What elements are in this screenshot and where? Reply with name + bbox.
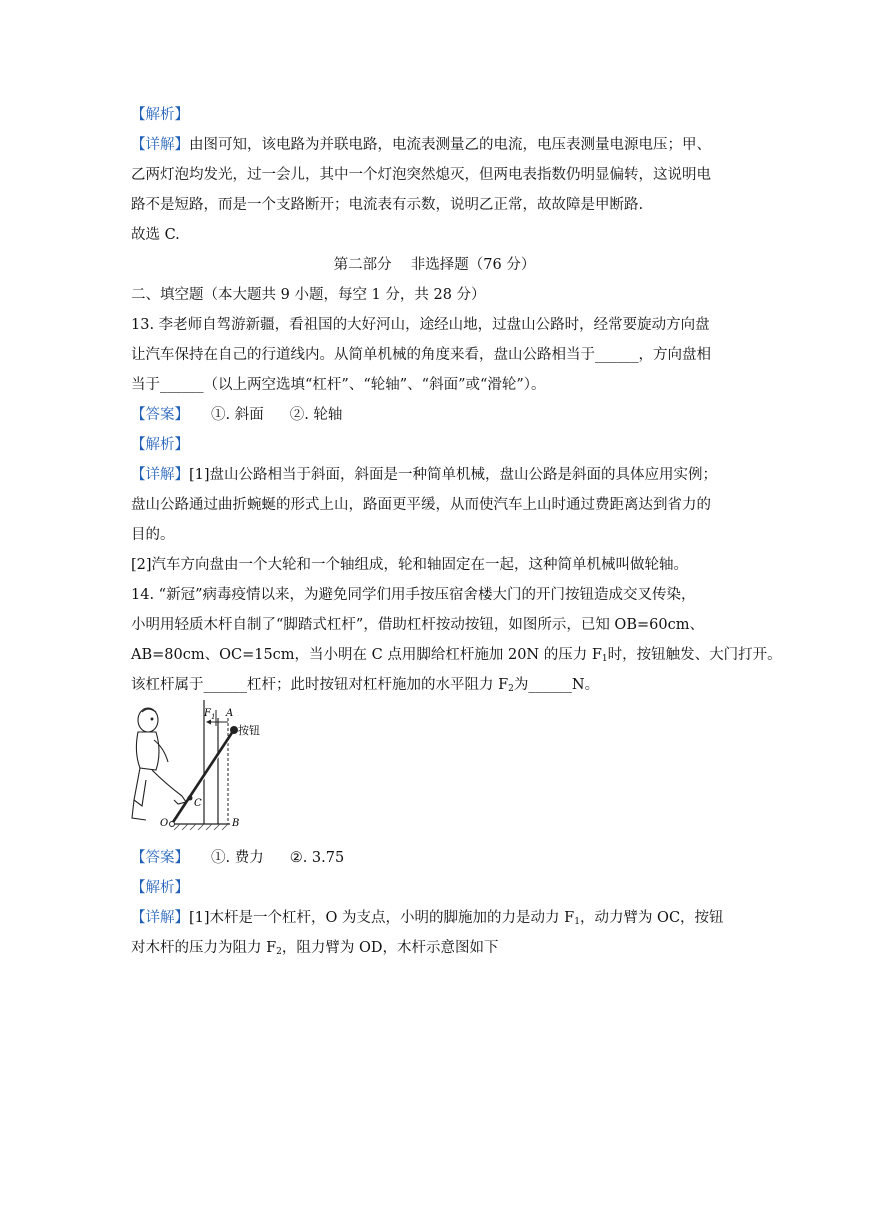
text-part: AB=80cm、OC=15cm，当小明在 C 点用脚给杠杆施加 20N 的压力 F (131, 647, 602, 663)
label-a: A (226, 708, 234, 719)
question-line: 13. 李老师自驾游新疆，看祖国的大好河山，途经山地，过盘山公路时，经常要旋动方向盘 (131, 317, 710, 333)
answer-2: ②. 轮轴 (289, 407, 343, 423)
text-part: 对木杆的压力为阻力 F (131, 940, 277, 956)
label-c: C (194, 798, 202, 809)
analysis-tag: 【解析】 (131, 880, 189, 896)
detail-tag: 【详解】 (131, 137, 189, 153)
detail-line: [2]汽车方向盘由一个大轮和一个轴组成，轮和轴固定在一起，这种简单机械叫做轮轴。 (131, 557, 689, 573)
answer-tag: 【答案】 (131, 407, 189, 423)
question-line: 让汽车保持在自己的行道线内。从简单机械的角度来看，盘山公路相当于______，方向盘相 (131, 347, 711, 363)
text-part: 该杠杆属于______杠杆；此时按钮对杠杆施加的水平阻力 F (131, 677, 509, 693)
lever-rod (172, 730, 234, 824)
detail-line: 路不是短路，而是一个支路断开；电流表有示数，说明乙正常，故故障是甲断路. (131, 197, 644, 213)
label-b: B (232, 818, 240, 829)
detail-text: [1]盘山公路相当于斜面，斜面是一种简单机械，盘山公路是斜面的具体应用实例； (189, 467, 718, 483)
pivot-o (170, 822, 175, 827)
question-line (131, 675, 599, 699)
detail-text: 由图可知，该电路为并联电路，电流表测量乙的电流，电压表测量电源电压；甲、 (189, 137, 711, 153)
label-o: O (160, 818, 169, 829)
subscript: 1 (574, 917, 580, 927)
analysis-tag: 【解析】 (131, 107, 189, 123)
lever-figure (130, 700, 260, 835)
detail-line (131, 465, 717, 485)
subscript: 1 (601, 654, 608, 664)
answer-line (131, 405, 342, 425)
ground-hatch (174, 824, 228, 830)
part-heading: 第二部分 非选择题（76 分） (333, 257, 536, 273)
text-part: ，阻力臂为 OD，木杆示意图如下 (281, 940, 499, 956)
analysis-tag: 【解析】 (131, 437, 189, 453)
detail-line: 盘山公路通过曲折蜿蜒的形式上山，路面更平缓，从而使汽车上山时通过费距离达到省力的 (131, 497, 711, 513)
answer-tag: 【答案】 (131, 850, 189, 866)
choice-line: 故选 C. (131, 227, 180, 243)
answer-1: ①. 费力 (211, 850, 264, 866)
answer-1: ①. 斜面 (211, 407, 264, 423)
text-part: [1]木杆是一个杠杆，O 为支点，小明的脚施加的力是动力 F (189, 910, 575, 926)
label-f1: $F_1$ (204, 708, 216, 721)
text-part: 时，按钮触发、大门打开。 (607, 647, 782, 663)
detail-line: 目的。 (131, 527, 175, 543)
answer-line (131, 848, 344, 868)
detail-line (131, 908, 724, 932)
label-button: 按钮 (238, 724, 260, 737)
text-part: 为______N。 (513, 677, 600, 693)
subscript: 2 (508, 684, 514, 694)
detail-tag: 【详解】 (131, 467, 189, 483)
detail-line (131, 135, 711, 155)
button-icon (230, 726, 238, 734)
point-c (188, 796, 193, 801)
subscript: 2 (276, 947, 282, 957)
lever-rod-highlight (174, 730, 236, 824)
question-line: 当于______（以上两空选填“杠杆”、“轮轴”、“斜面”或“滑轮”）。 (131, 377, 546, 393)
section-heading: 二、填空题（本大题共 9 小题，每空 1 分，共 28 分） (131, 287, 486, 303)
detail-line: 乙两灯泡均发光，过一会儿，其中一个灯泡突然熄灭，但两电表指数仍明显偏转，这说明电 (131, 167, 711, 183)
question-line: 14. “新冠”病毒疫情以来，为避免同学们用手按压宿舍楼大门的开门按钮造成交叉传染， (131, 587, 696, 603)
person-figure (132, 708, 186, 820)
text-part: ，动力臂为 OC，按钮 (579, 910, 724, 926)
detail-tag: 【详解】 (131, 910, 189, 926)
detail-line (131, 938, 499, 962)
question-line: 小明用轻质木杆自制了“脚踏式杠杆”，借助杠杆按动按钮，如图所示，已知 OB=60cm、 (131, 617, 704, 633)
answer-2: ②. 3.75 (289, 850, 345, 866)
question-line (131, 645, 782, 669)
